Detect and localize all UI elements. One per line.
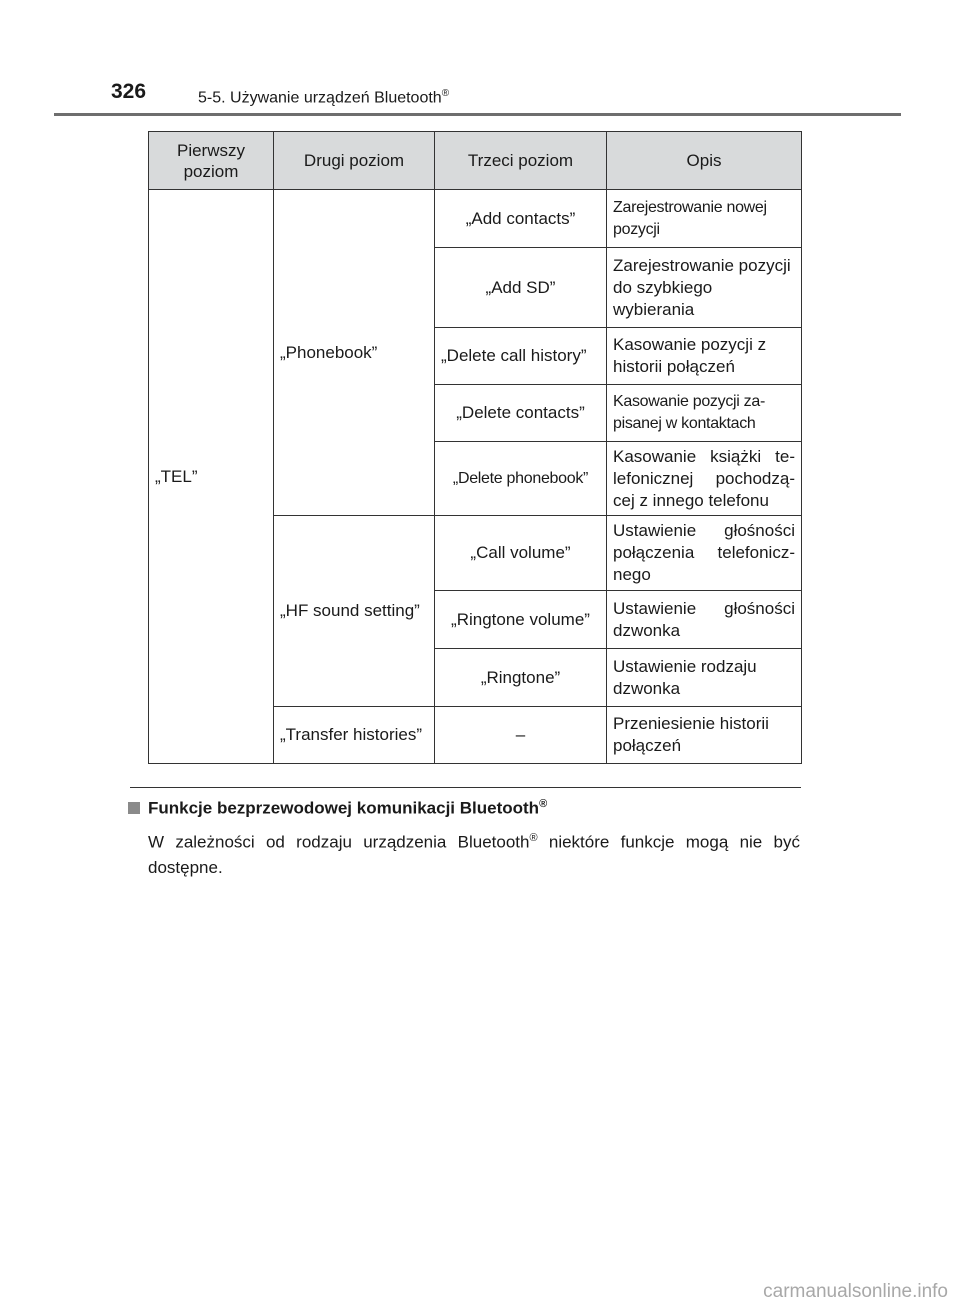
level3-cell: „Add contacts”: [435, 190, 607, 248]
header-divider: [54, 113, 901, 116]
section-heading: [128, 798, 547, 819]
body-text-part1: W zależności od rodzaju urządzenia Bluetooth: [148, 832, 530, 852]
level2-transfer-cell: „Transfer histories”: [274, 707, 435, 764]
table-row: [149, 190, 802, 248]
description-cell: Zarejestrowanie pozycji do szybkiego wybierania: [607, 248, 802, 328]
level1-tel-cell: „TEL”: [149, 190, 274, 764]
level2-phonebook-cell: „Phonebook”: [274, 190, 435, 516]
header-title-text: 5-5. Używanie urządzeń Bluetooth: [198, 89, 442, 107]
registered-mark: ®: [529, 832, 538, 844]
section-body-text: [148, 826, 800, 880]
level3-cell: „Delete call history”: [435, 328, 607, 385]
section-divider: [130, 787, 801, 788]
description-cell: Kasowanie pozycji z historii połączeń: [607, 328, 802, 385]
level2-hf-sound-cell: „HF sound setting”: [274, 516, 435, 707]
section-heading-text: Funkcje bezprzewodowej komunikacji Bluetooth: [148, 798, 540, 818]
description-cell: Kasowanie książki te-lefonicznej pochodzą-cej z innego telefonu: [607, 442, 802, 516]
square-bullet-icon: [128, 802, 140, 814]
description-cell: Zarejestrowanie nowej pozycji: [607, 190, 802, 248]
level3-cell: „Call volume”: [435, 516, 607, 591]
menu-structure-table: [148, 131, 802, 764]
level3-cell: „Delete phonebook”: [435, 442, 607, 516]
table-header-row: [149, 132, 802, 190]
body-text-part2: niektóre funkcje mogą nie być dostępne.: [148, 832, 800, 877]
description-cell: Ustawienie rodzaju dzwonka: [607, 649, 802, 707]
registered-mark: ®: [441, 88, 450, 99]
column-header-description: Opis: [607, 132, 802, 190]
description-cell: Przeniesienie historii połączeń: [607, 707, 802, 764]
description-cell: Kasowanie pozycji za-pisanej w kontaktach: [607, 385, 802, 442]
column-header-level2: Drugi poziom: [274, 132, 435, 190]
watermark: carmanualsonline.info: [763, 1281, 948, 1302]
column-header-level1: Pierwszy poziom: [149, 132, 274, 190]
description-cell: Ustawienie głośności połączenia telefonicz-nego: [607, 516, 802, 591]
page-number: 326: [111, 80, 147, 103]
level3-cell: –: [435, 707, 607, 764]
registered-mark: ®: [539, 798, 548, 810]
level3-cell: „Delete contacts”: [435, 385, 607, 442]
column-header-level3: Trzeci poziom: [435, 132, 607, 190]
section-header-title: [198, 88, 449, 107]
level3-cell: „Add SD”: [435, 248, 607, 328]
description-cell: Ustawienie głośności dzwonka: [607, 591, 802, 649]
level3-cell: „Ringtone”: [435, 649, 607, 707]
level3-cell: „Ringtone volume”: [435, 591, 607, 649]
